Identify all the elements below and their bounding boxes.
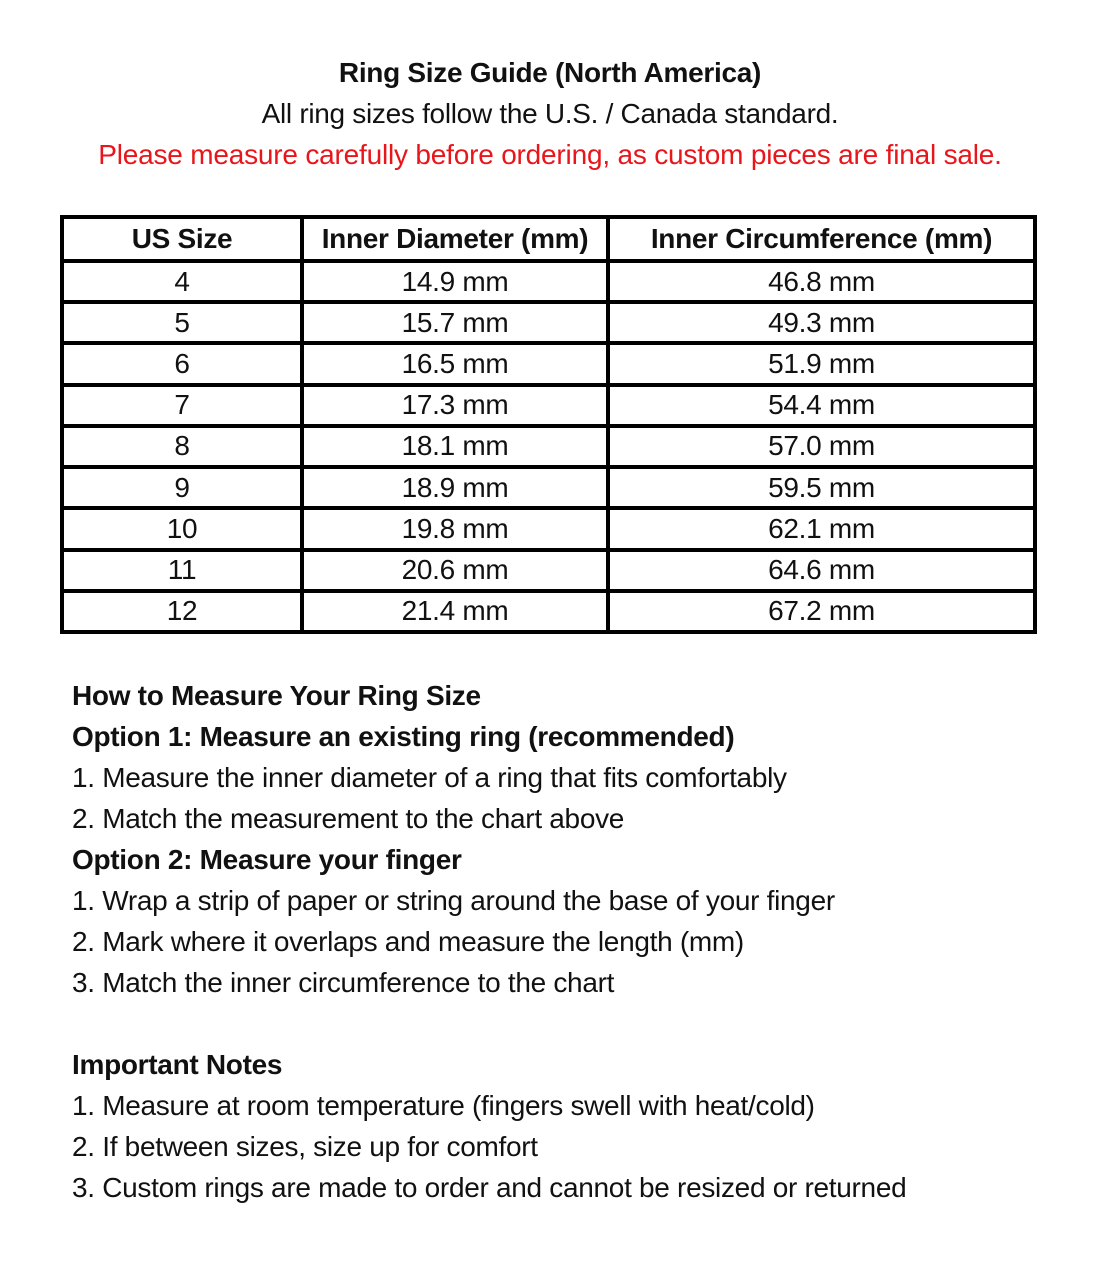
note-item: 3. Custom rings are made to order and cannot be resized or returned [72,1172,907,1203]
inner-circumference-cell: 62.1 mm [608,508,1035,549]
inner-circumference-cell: 57.0 mm [608,426,1035,467]
note-item: 2. If between sizes, size up for comfort [72,1131,538,1162]
us-size-cell: 10 [62,508,302,549]
us-size-cell: 8 [62,426,302,467]
us-size-cell: 11 [62,550,302,591]
us-size-cell: 12 [62,591,302,632]
option-2-step: 1. Wrap a strip of paper or string around the base of your finger [72,885,835,916]
table-row [62,508,1035,549]
us-size-cell: 9 [62,467,302,508]
page-header [0,52,1100,175]
option-2-title: Option 2: Measure your finger [72,844,462,875]
table-row [62,426,1035,467]
option-1-title: Option 1: Measure an existing ring (recommended) [72,721,735,752]
inner-diameter-cell: 17.3 mm [302,385,608,426]
table-row [62,343,1035,384]
option-2-step: 3. Match the inner circumference to the chart [72,967,615,998]
inner-diameter-cell: 21.4 mm [302,591,608,632]
table-row [62,385,1035,426]
note-item: 1. Measure at room temperature (fingers swell with heat/cold) [72,1090,815,1121]
inner-diameter-cell: 18.1 mm [302,426,608,467]
table-row [62,550,1035,591]
column-header-inner-diameter: Inner Diameter (mm) [302,217,608,261]
inner-diameter-cell: 14.9 mm [302,261,608,302]
column-header-inner-circumference: Inner Circumference (mm) [608,217,1035,261]
inner-circumference-cell: 54.4 mm [608,385,1035,426]
inner-circumference-cell: 51.9 mm [608,343,1035,384]
inner-diameter-cell: 16.5 mm [302,343,608,384]
final-sale-warning: Please measure carefully before ordering, as custom pieces are final sale. [98,139,1002,170]
howto-heading: How to Measure Your Ring Size [72,680,481,711]
inner-diameter-cell: 20.6 mm [302,550,608,591]
section-spacer [72,1003,1072,1044]
inner-circumference-cell: 49.3 mm [608,302,1035,343]
column-header-us-size: US Size [62,217,302,261]
measurement-instructions [72,675,1072,1208]
us-size-cell: 6 [62,343,302,384]
ring-size-table [60,215,1037,634]
inner-circumference-cell: 67.2 mm [608,591,1035,632]
table-row [62,302,1035,343]
page-title: Ring Size Guide (North America) [338,57,762,88]
table-row [62,467,1035,508]
inner-diameter-cell: 15.7 mm [302,302,608,343]
page-subtitle: All ring sizes follow the U.S. / Canada standard. [261,98,839,129]
table-row [62,591,1035,632]
us-size-cell: 7 [62,385,302,426]
inner-circumference-cell: 59.5 mm [608,467,1035,508]
table-header-row [62,217,1035,261]
inner-diameter-cell: 19.8 mm [302,508,608,549]
notes-heading: Important Notes [72,1049,283,1080]
inner-circumference-cell: 46.8 mm [608,261,1035,302]
option-2-step: 2. Mark where it overlaps and measure the length (mm) [72,926,744,957]
inner-diameter-cell: 18.9 mm [302,467,608,508]
option-1-step: 1. Measure the inner diameter of a ring that fits comfortably [72,762,787,793]
us-size-cell: 4 [62,261,302,302]
inner-circumference-cell: 64.6 mm [608,550,1035,591]
table-row [62,261,1035,302]
option-1-step: 2. Match the measurement to the chart above [72,803,625,834]
us-size-cell: 5 [62,302,302,343]
